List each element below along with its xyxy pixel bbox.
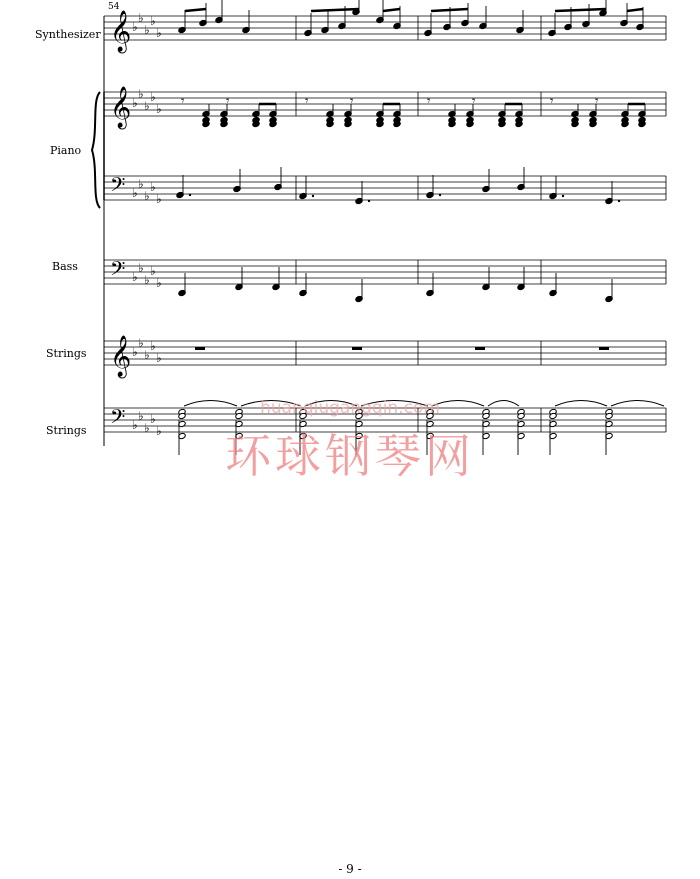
beam bbox=[383, 9, 400, 11]
flat-icon: ♭ bbox=[132, 270, 138, 284]
bass-clef-icon: 𝄢 bbox=[110, 257, 126, 285]
dot bbox=[189, 194, 191, 196]
flat-icon: ♭ bbox=[138, 87, 144, 101]
flat-icon: ♭ bbox=[150, 90, 156, 104]
flat-icon: ♭ bbox=[132, 345, 138, 359]
treble-clef-icon: 𝄞 bbox=[110, 11, 132, 52]
flat-icon: ♭ bbox=[144, 189, 150, 203]
flat-icon: ♭ bbox=[150, 264, 156, 278]
eighth-rest-icon: 𝄾 bbox=[305, 94, 309, 109]
whole-rest-icon bbox=[475, 347, 485, 350]
flat-icon: ♭ bbox=[144, 23, 150, 37]
flat-icon: ♭ bbox=[144, 99, 150, 113]
eighth-rest-icon: 𝄾 bbox=[181, 94, 185, 109]
flat-icon: ♭ bbox=[150, 412, 156, 426]
eighth-rest-icon: 𝄾 bbox=[550, 94, 554, 109]
bass-clef-icon: 𝄢 bbox=[110, 173, 126, 201]
flat-icon: ♭ bbox=[156, 192, 162, 206]
flat-icon: ♭ bbox=[144, 273, 150, 287]
dot bbox=[312, 195, 314, 197]
beam bbox=[185, 9, 206, 11]
beam bbox=[555, 9, 606, 11]
flat-icon: ♭ bbox=[156, 424, 162, 438]
flat-icon: ♭ bbox=[138, 11, 144, 25]
tie bbox=[555, 401, 607, 407]
flat-icon: ♭ bbox=[150, 339, 156, 353]
flat-icon: ♭ bbox=[150, 180, 156, 194]
whole-rest-icon bbox=[352, 347, 362, 350]
notes bbox=[176, 0, 664, 455]
whole-rest-icon bbox=[195, 347, 205, 350]
staves bbox=[104, 10, 666, 438]
instrument-label-piano: Piano bbox=[50, 144, 82, 157]
flat-icon: ♭ bbox=[138, 261, 144, 275]
dot bbox=[562, 195, 564, 197]
instrument-label-synthesizer: Synthesizer bbox=[35, 28, 101, 41]
flat-icon: ♭ bbox=[138, 177, 144, 191]
flat-icon: ♭ bbox=[144, 421, 150, 435]
tie bbox=[611, 401, 664, 407]
flat-icon: ♭ bbox=[156, 102, 162, 116]
dot bbox=[618, 200, 620, 202]
flat-icon: ♭ bbox=[132, 96, 138, 110]
dot bbox=[439, 194, 441, 196]
eighth-rest-icon: 𝄾 bbox=[595, 94, 599, 109]
treble-clef-icon: 𝄞 bbox=[110, 336, 132, 377]
flat-icon: ♭ bbox=[132, 186, 138, 200]
flat-icon: ♭ bbox=[138, 409, 144, 423]
bass-clef-icon: 𝄢 bbox=[110, 405, 126, 433]
eighth-rest-icon: 𝄾 bbox=[472, 94, 476, 109]
beam bbox=[431, 9, 468, 11]
beam bbox=[311, 9, 359, 11]
flat-icon: ♭ bbox=[144, 348, 150, 362]
page-number: - 9 - bbox=[338, 862, 362, 876]
flat-icon: ♭ bbox=[156, 276, 162, 290]
flat-icon: ♭ bbox=[132, 418, 138, 432]
eighth-rest-icon: 𝄾 bbox=[350, 94, 354, 109]
instrument-label-bass: Bass bbox=[52, 260, 78, 273]
beam bbox=[627, 9, 643, 11]
flat-icon: ♭ bbox=[138, 336, 144, 350]
treble-clef-icon: 𝄞 bbox=[110, 87, 132, 128]
eighth-rest-icon: 𝄾 bbox=[427, 94, 431, 109]
flat-icon: ♭ bbox=[156, 26, 162, 40]
watermark-logo-text: 环球钢琴网 bbox=[225, 429, 475, 483]
instrument-label-strings-1: Strings bbox=[46, 347, 87, 360]
piano-brace bbox=[92, 92, 100, 208]
flat-icon: ♭ bbox=[132, 20, 138, 34]
watermark-url: huanqiugangqin.com bbox=[260, 398, 440, 418]
whole-rest-icon bbox=[599, 347, 609, 350]
dot bbox=[368, 200, 370, 202]
eighth-rest-icon: 𝄾 bbox=[226, 94, 230, 109]
flat-icon: ♭ bbox=[156, 351, 162, 365]
measure-number: 54 bbox=[108, 2, 120, 12]
instrument-label-strings-2: Strings bbox=[46, 424, 87, 437]
flat-icon: ♭ bbox=[150, 14, 156, 28]
